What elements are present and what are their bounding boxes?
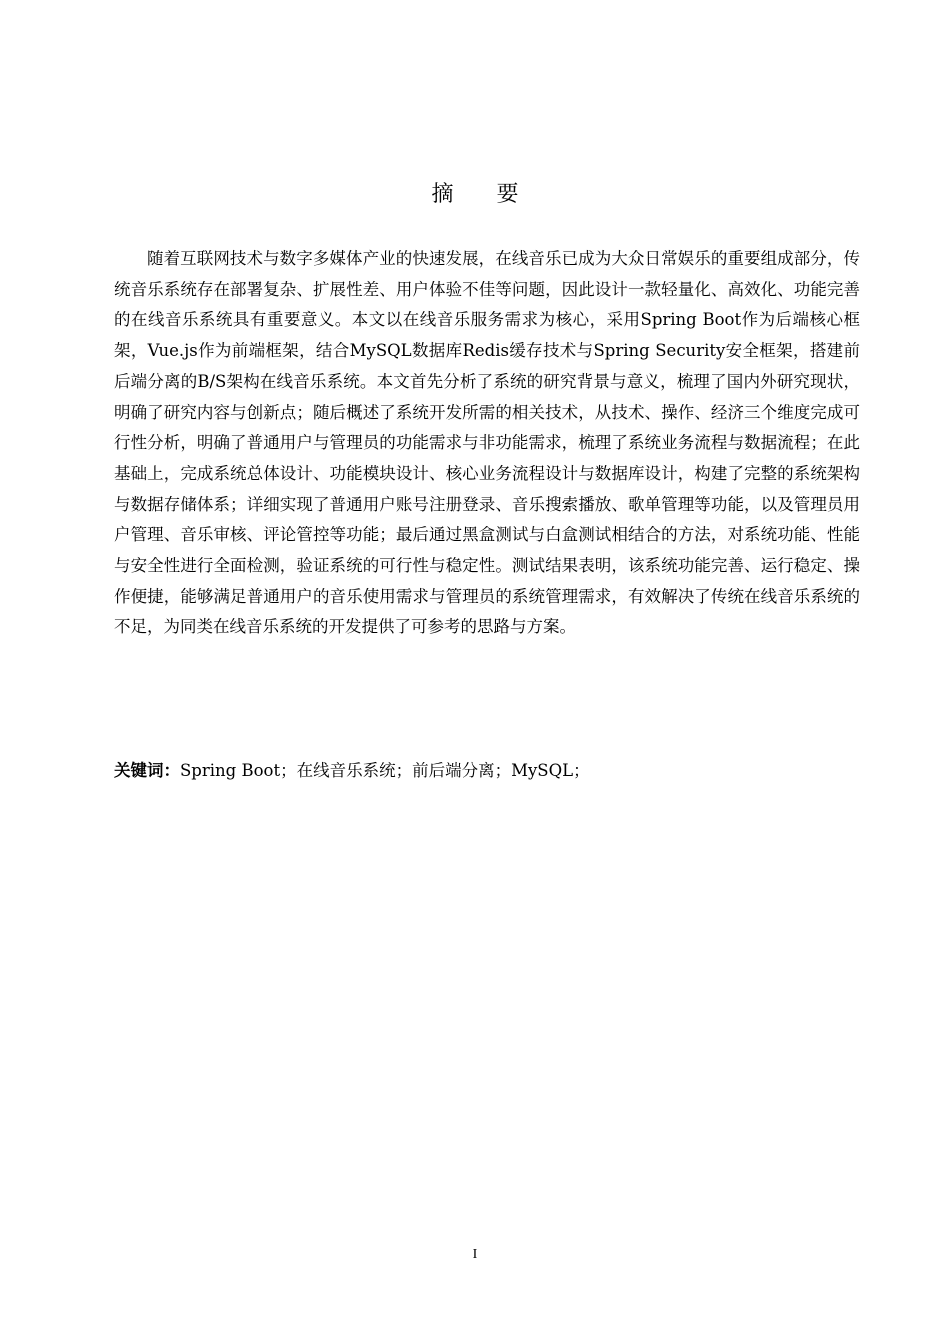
abstract-title: 摘 要 [431,182,537,207]
keywords-line [114,756,860,786]
keywords-label: 关键词： [114,761,180,780]
keywords-value: Spring Boot；在线音乐系统；前后端分离；MySQL； [180,761,590,780]
page-number: I [472,1247,478,1262]
abstract-paragraph: 随着互联网技术与数字多媒体产业的快速发展，在线音乐已成为大众日常娱乐的重要组成部分，传统音乐系统存在部署复杂、扩展性差、用户体验不佳等问题，因此设计一款轻量化、高效化、功能完善的在线音乐系统具有重要意义。本文以在线音乐服务需求为核心，采用Spring Boot作为后端核心框架，Vue.js作为前端框架，结合MySQL数据库Redis缓存技术与Spring Security安全框架，搭建前后端分离的B/S架构在线音乐系统。本文首先分析了系统的研究背景与意义，梳理了国内外研究现状，明确了研究内容与创新点；随后概述了系统开发所需的相关技术，从技术、操作、经济三个维度完成可行性分析，明确了普通用户与管理员的功能需求与非功能需求，梳理了系统业务流程与数据流程；在此基础上，完成系统总体设计、功能模块设计、核心业务流程设计与数据库设计，构建了完整的系统架构与数据存储体系；详细实现了普通用户账号注册登录、音乐搜索播放、歌单管理等功能，以及管理员用户管理、音乐审核、评论管控等功能；最后通过黑盒测试与白盒测试相结合的方法，对系统功能、性能与安全性进行全面检测，验证系统的可行性与稳定性。测试结果表明，该系统功能完善、运行稳定、操作便捷，能够满足普通用户的音乐使用需求与管理员的系统管理需求，有效解决了传统在线音乐系统的不足，为同类在线音乐系统的开发提供了可参考的思路与方案。 [114,249,860,637]
